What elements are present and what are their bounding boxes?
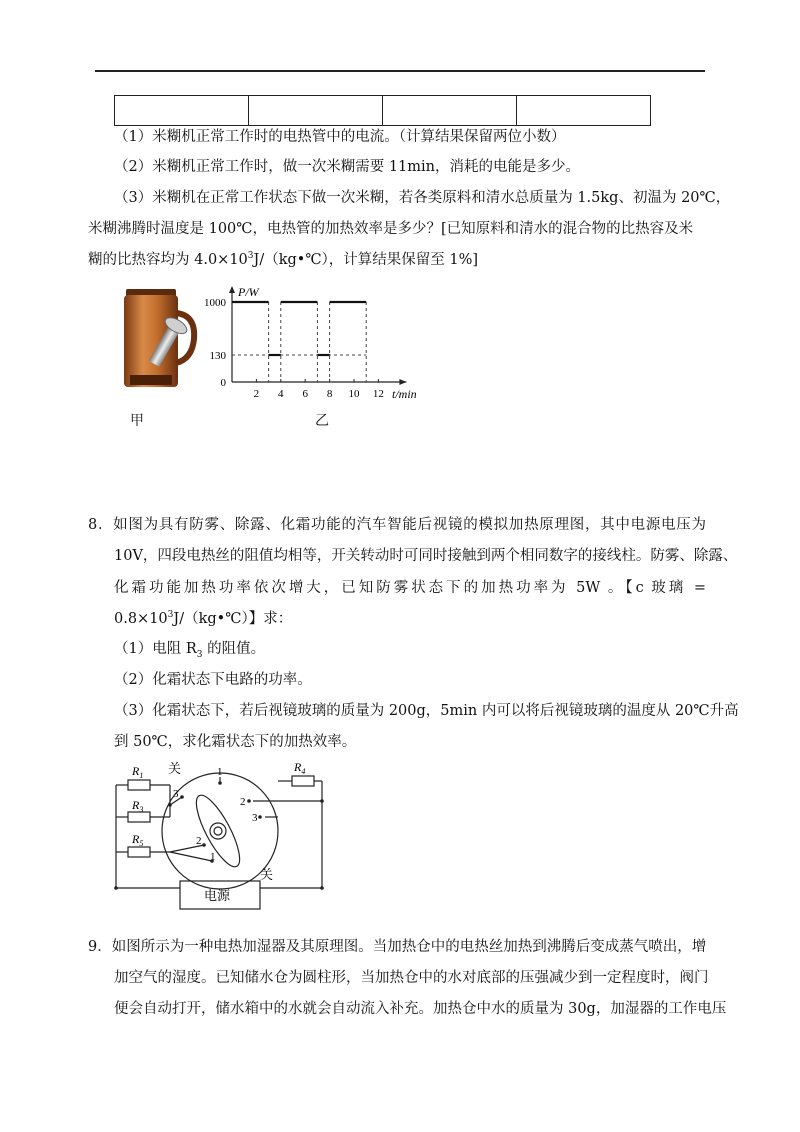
table-cell bbox=[383, 96, 517, 126]
q7-part3-line1: （3）米糊机在正常工作状态下做一次米糊，若各类原料和清水总质量为 1.5kg、初温为 20℃， bbox=[114, 190, 731, 206]
power-time-chart bbox=[192, 282, 432, 407]
q8-stem-line1: 8．如图为具有防雾、除露、化霜功能的汽车智能后视镜的模拟加热原理图，其中电源电压为 bbox=[88, 517, 706, 533]
q8-part3-line2: 到 50℃，求化霜状态下的加热效率。 bbox=[114, 734, 357, 750]
switch-label-top: 关 bbox=[168, 762, 182, 777]
terminal-1-left: 1 bbox=[210, 851, 216, 863]
x-tick-label: 8 bbox=[326, 388, 333, 400]
y-tick-label: 1000 bbox=[204, 297, 226, 309]
q9-line2: 加空气的湿度。已知储水仓为圆柱形，当加热仓中的水对底部的压强减少到一定程度时，阀门 bbox=[114, 970, 709, 986]
q8-part1: （1）电阻 $R_3$ 的阻值。 bbox=[114, 641, 266, 660]
q9-line1: 9．如图所示为一种电热加湿器及其原理图。当加热仓中的电热丝加热到沸腾后变成蒸气喷出，增 bbox=[88, 939, 707, 955]
q8-part3-line1: （3）化霜状态下，若后视镜玻璃的质量为 200g，5min 内可以将后视镜玻璃的温度从 20℃升高 bbox=[114, 703, 739, 719]
x-tick-label: 4 bbox=[278, 388, 284, 400]
table-row bbox=[115, 96, 651, 126]
y-axis-label: P/W bbox=[238, 285, 259, 299]
q7-part1: （1）米糊机正常工作时的电热管中的电流。（计算结果保留两位小数） bbox=[114, 129, 566, 145]
terminal-3-right: 3 bbox=[252, 812, 258, 824]
r1-label: $R_1$ bbox=[132, 764, 144, 780]
terminal-3-left: 3 bbox=[173, 788, 179, 800]
table-cell bbox=[249, 96, 383, 126]
q7-part3-line2: 米糊沸腾时温度是 100℃，电热管的加热效率是多少？[已知原料和清水的混合物的比热容及米 bbox=[88, 221, 694, 237]
table-cell bbox=[517, 96, 651, 126]
y-axis-arrow bbox=[229, 286, 235, 293]
y-tick-label: 0 bbox=[220, 377, 226, 389]
r3-label: $R_3$ bbox=[132, 798, 144, 814]
q8-stem-line3: 化霜功能加热功率依次增大，已知防雾状态下的加热功率为 5W 。【c 玻璃 = bbox=[114, 580, 706, 596]
table-cell bbox=[115, 96, 249, 126]
header-rule bbox=[95, 70, 705, 72]
power-source-label: 电源 bbox=[204, 889, 231, 904]
figure-jia-caption: 甲 bbox=[130, 413, 144, 429]
x-tick-label: 6 bbox=[302, 388, 308, 400]
y-tick-label: 130 bbox=[209, 350, 226, 362]
q7-part3-line3: 糊的比热容均为 $4.0\times 10^3J/(kg•℃)$，计算结果保留至 1%] bbox=[88, 251, 479, 268]
terminal-2-left: 2 bbox=[196, 835, 202, 847]
empty-table bbox=[114, 95, 651, 126]
q7-part2: （2）米糊机正常工作时，做一次米糊需要 11min，消耗的电能是多少。 bbox=[114, 159, 581, 175]
q9-line3: 便会自动打开，储水箱中的水就会自动流入补充。加热仓中水的质量为 30g，加湿器的工作电压 bbox=[114, 1001, 727, 1017]
rice-machine-image bbox=[114, 283, 204, 393]
x-tick-label: 10 bbox=[348, 388, 360, 400]
terminal-2-right: 2 bbox=[240, 796, 246, 808]
x-axis-arrow bbox=[399, 379, 406, 385]
x-axis-label: t/min bbox=[392, 387, 417, 401]
heating-circuit-diagram bbox=[108, 757, 338, 915]
x-tick-label: 12 bbox=[372, 388, 384, 400]
q8-stem-line4: $0.8\times 10^3J/(kg•℃)$】求： bbox=[114, 610, 293, 627]
x-tick-label: 2 bbox=[253, 388, 260, 400]
figure-yi-caption: 乙 bbox=[315, 413, 329, 429]
switch-label-bottom: 关 bbox=[260, 868, 274, 883]
q8-stem-line2: 10V，四段电热丝的阻值均相等，开关转动时可同时接触到两个相同数字的接线柱。防雾、除露、 bbox=[114, 548, 738, 564]
r4-label: $R_4$ bbox=[294, 760, 306, 776]
terminal-1-top: 1 bbox=[217, 766, 223, 778]
q8-part2: （2）化霜状态下电路的功率。 bbox=[114, 672, 312, 688]
r5-label: $R_5$ bbox=[132, 832, 144, 848]
